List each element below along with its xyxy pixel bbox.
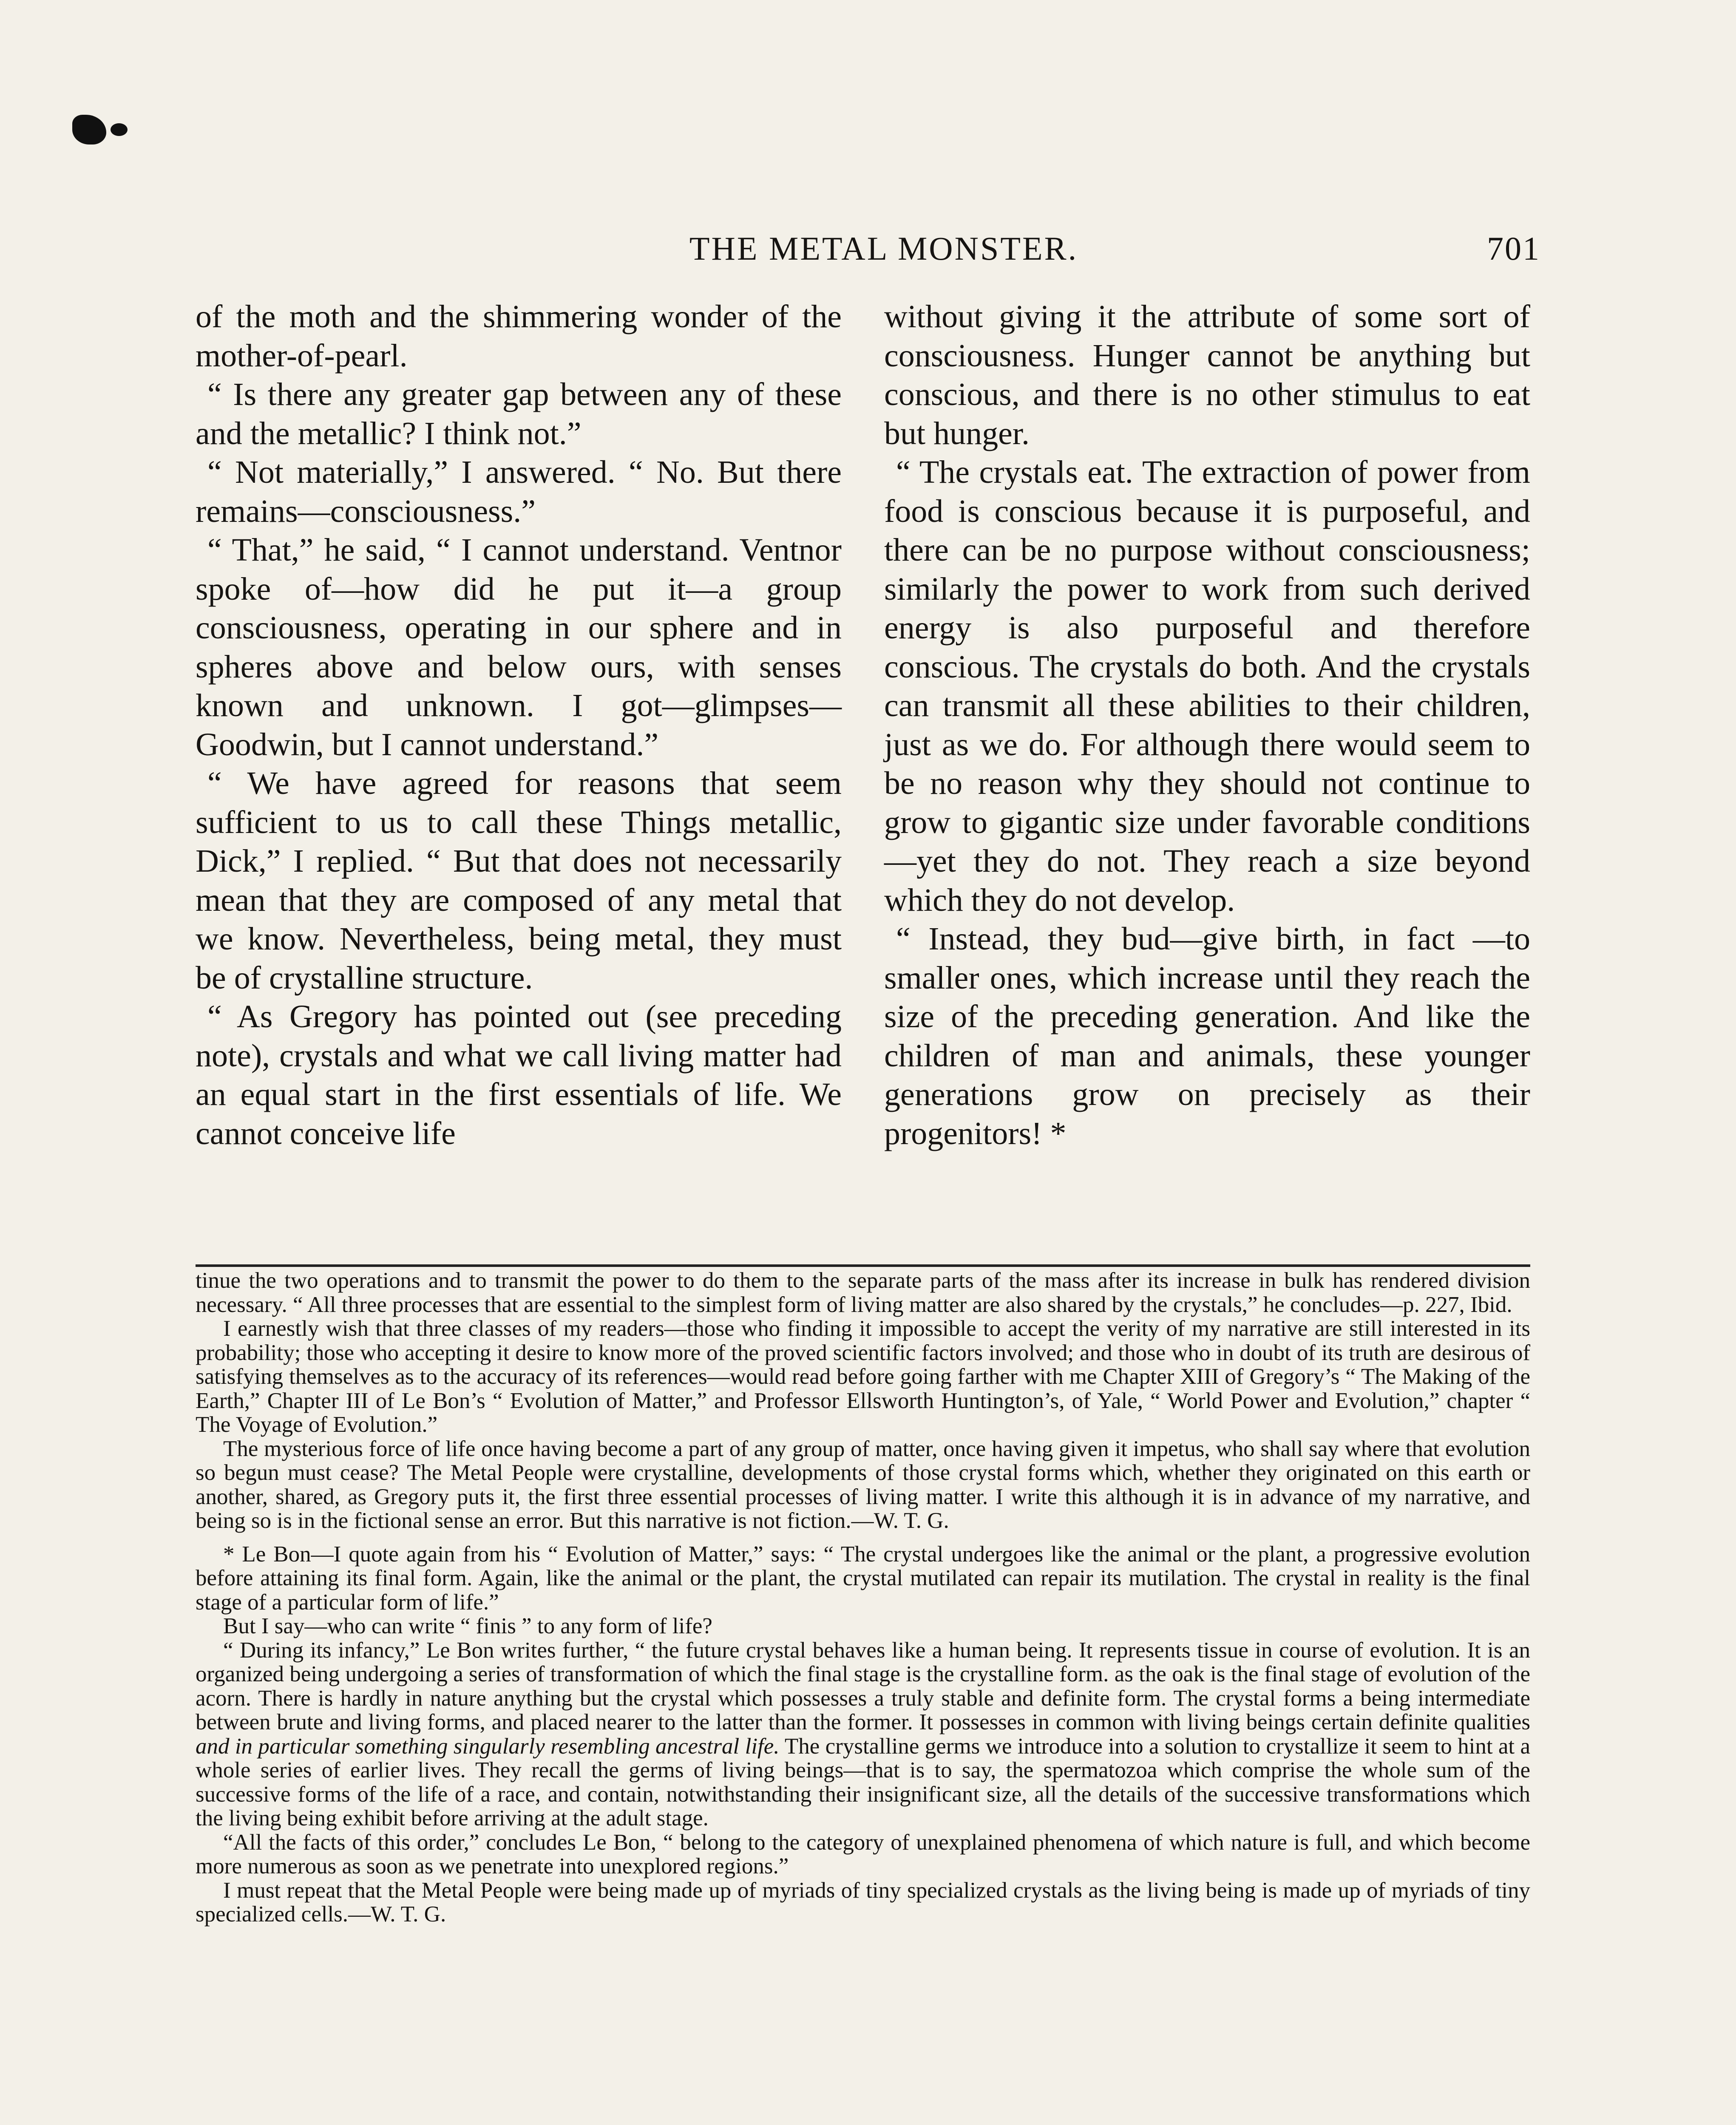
right-column — [884, 298, 1530, 1254]
paragraph: “ We have agreed for reasons that seem sufficient to us to call these Things metallic, Dick,” I replied. “ But that does not necessarily mean that they are composed of any metal that we know. Nevertheless, being metal, they must be of crystalline structure. — [196, 765, 842, 996]
footnote: I earnestly wish that three classes of my readers—those who finding it impossible to accept the verity of my narrative are still interested in its probability; those who accepting it desire to know more of the proved scientific factors involved; and those who in doubt of its truth are desirous of satisfying themselves as to the accuracy of its references—would read before going farther with me Chapter XIII of Gregory’s “ The Making of the Earth,” Chapter III of Le Bon’s “ Evolution of Matter,” and Professor Ellsworth Huntington’s, of Yale, “ World Power and Evolution,” chapter “ The Voyage of Evolution.” — [196, 1316, 1530, 1437]
footnotes — [196, 1269, 1530, 1927]
footnote-text: The crystalline germs we introduce into a solution to crystallize it seem to hint at a whole series of earlier lives. They recall the germs of living beings—that is to say, the spermatozoa which comprise the whole sum of the successive forms of the life of a race, and contain, notwithstanding their insignificant size, all the details of the successive transformations which the living being exhibit before arriving at the adult stage. — [196, 1734, 1530, 1830]
paragraph: “ Not materially,” I answered. “ No. But there remains—consciousness.” — [196, 454, 842, 529]
body-columns — [196, 298, 1530, 1254]
paragraph: of the moth and the shimmering wonder of the mother-of-pearl. — [196, 299, 842, 374]
footnote: tinue the two operations and to transmit the power to do them to the separate parts of the mass after its increase in bulk has rendered division necessary. “ All three processes that are essential to the simplest form of living matter are also shared by the crystals,” he concludes—p. 227, Ibid. — [196, 1268, 1530, 1317]
footnote: But I say—who can write “ finis ” to any form of life? — [223, 1614, 712, 1638]
paragraph: “ Is there any greater gap between any of these and the metallic? I think not.” — [196, 377, 842, 451]
left-column — [196, 298, 842, 1254]
footnote: The mysterious force of life once having become a part of any group of matter, once having given it impetus, who shall say where that evolution so begun must cease? The Metal People were crystalline, developments of those crystal forms which, whether they originated on this earth or another, shared, as Gregory puts it, the first three essential processes of living matter. I write this although it is in advance of my narrative, and being so is in the fictional sense an error. But this narrative is not fiction.—W. T. G. — [196, 1436, 1530, 1533]
paragraph: “ As Gregory has pointed out (see preceding note), crystals and what we call living matter had an equal start in the first essentials of life. We cannot conceive life — [196, 999, 842, 1151]
running-header — [196, 230, 1540, 268]
footnote-text: “ During its infancy,” Le Bon writes further, “ the future crystal behaves like a human being. It represents tissue in course of evolution. It is an organized being undergoing a series of transformation of which the final stage is the crystalline form. as the oak is the final stage of evolution of the acorn. There is hardly in nature anything but the crystal which possesses a truly stable and definite form. The crystal forms a being intermediate between brute and living forms, and placed nearer to the latter than the former. It possesses in common with living beings certain definite qualities — [196, 1638, 1530, 1734]
footnote: * Le Bon—I quote again from his “ Evolution of Matter,” says: “ The crystal undergoes like the animal or the plant, a progressive evolution before attaining its final form. Again, like the animal or the plant, the crystal mutilated can repair its mutilation. The crystal in reality is the final stage of a particular form of life.” — [196, 1541, 1530, 1615]
ink-speck — [111, 123, 128, 136]
footnote-divider — [196, 1264, 1530, 1267]
footnote — [196, 1638, 1530, 1830]
paragraph: “ That,” he said, “ I cannot understand. Ventnor spoke of—how did he put it—a group consciousness, operating in our sphere and in spheres above and below ours, with senses known and unknown. I got—glimpses—Goodwin, but I cannot understand.” — [196, 532, 842, 762]
paragraph: without giving it the attribute of some sort of consciousness. Hunger cannot be anything but conscious, and there is no other stimulus to eat but hunger. — [884, 299, 1530, 451]
footnote: I must repeat that the Metal People were being made up of myriads of tiny specialized crystals as the living being is made up of myriads of tiny specialized cells.—W. T. G. — [196, 1878, 1530, 1927]
paragraph: “ Instead, they bud—give birth, in fact —to smaller ones, which increase until they reach the size of the preceding generation. And like the children of man and animals, these younger generations grow on precisely as their progenitors! * — [884, 921, 1530, 1151]
ink-speck — [72, 115, 106, 144]
page-title: THE METAL MONSTER. — [689, 230, 1078, 267]
footnote: “All the facts of this order,” concludes Le Bon, “ belong to the category of unexplained phenomena of which nature is full, and which become more numerous as soon as we penetrate into unexplored regions.” — [196, 1830, 1530, 1878]
footnote-emphasis: and in particular something singularly resembling ancestral life. — [196, 1734, 780, 1759]
paragraph: “ The crystals eat. The extraction of power from food is conscious because it is purposeful, and there can be no purpose without consciousness; similarly the power to work from such derived energy is also purposeful and therefore conscious. The crystals do both. And the crystals can transmit all these abilities to their children, just as we do. For although there would seem to be no reason why they should not continue to grow to gigantic size under favorable conditions—yet they do not. They reach a size beyond which they do not develop. — [884, 454, 1530, 918]
page-number: 701 — [1487, 230, 1540, 267]
